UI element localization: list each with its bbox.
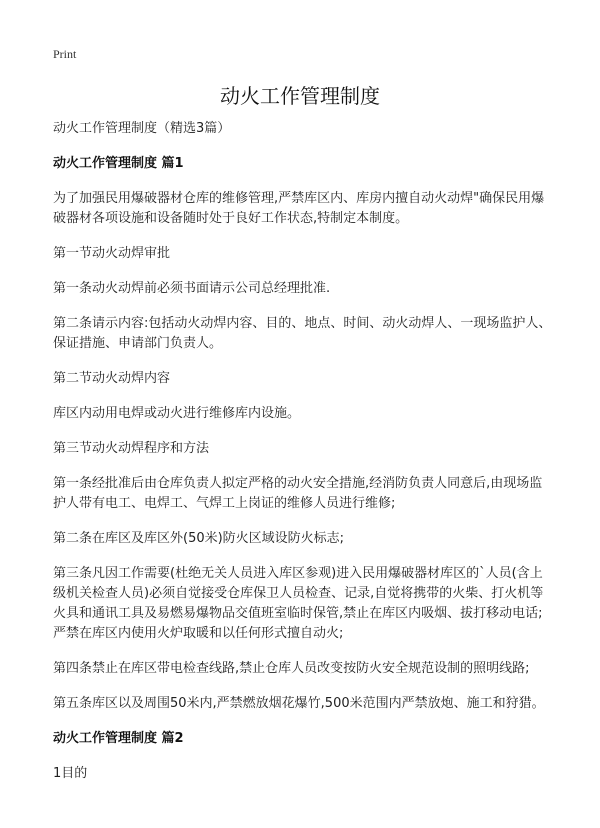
paragraph: 第一条经批准后由仓库负责人拟定严格的动火安全措施,经消防负责人同意后,由现场监护人带有电工、电焊工、气焊工上岗证的维修人员进行维修; bbox=[53, 476, 543, 511]
section-heading: 动火工作管理制度 篇2 bbox=[53, 731, 184, 746]
document-body bbox=[53, 119, 553, 799]
paragraph: 第四条禁止在库区带电检查线路,禁止仓库人员改变按防火安全规范设制的照明线路; bbox=[53, 661, 530, 676]
paragraph: 1目的 bbox=[53, 766, 88, 781]
paragraph: 第二条在库区及库区外(50米)防火区域设防火标志; bbox=[53, 531, 345, 546]
paragraph: 第三节动火动焊程序和方法 bbox=[53, 441, 210, 456]
paragraph: 第一条动火动焊前必须书面请示公司总经理批准. bbox=[53, 281, 331, 296]
paragraph: 库区内动用电焊或动火进行维修库内设施。 bbox=[53, 406, 301, 421]
paragraph: 第二条请示内容:包括动火动焊内容、目的、地点、时间、动火动焊人、一现场监护人、保证措施、申请部门负责人。 bbox=[53, 316, 552, 351]
section-heading: 动火工作管理制度 篇1 bbox=[53, 156, 184, 171]
paragraph: 第五条库区以及周围50米内,严禁燃放烟花爆竹,500米范围内严禁放炮、施工和狩猎。 bbox=[53, 696, 545, 711]
paragraph: 第二节动火动焊内容 bbox=[53, 371, 171, 386]
paragraph: 第三条凡因工作需要(杜绝无关人员进入库区参观)进入民用爆破器材库区的`人员(含上级机关检查人员)必须自觉接受仓库保卫人员检查、记录,自觉将携带的火柴、打火机等火具和通讯工具及易燃易爆物品交值班室临时保管,禁止在库区内吸烟、拔打移动电话;严禁在库区内使用火炉取暖和以任何形式擅自动火; bbox=[53, 566, 544, 641]
page-title: 动火工作管理制度 bbox=[220, 84, 380, 108]
paragraph: 动火工作管理制度（精选3篇） bbox=[53, 121, 231, 136]
paragraph: 第一节动火动焊审批 bbox=[53, 246, 171, 261]
paragraph: 为了加强民用爆破器材仓库的维修管理,严禁库区内、库房内擅自动火动焊"确保民用爆破器材各项设施和设备随时处于良好工作状态,特制定本制度。 bbox=[53, 191, 545, 226]
print-label: Print bbox=[53, 47, 77, 61]
